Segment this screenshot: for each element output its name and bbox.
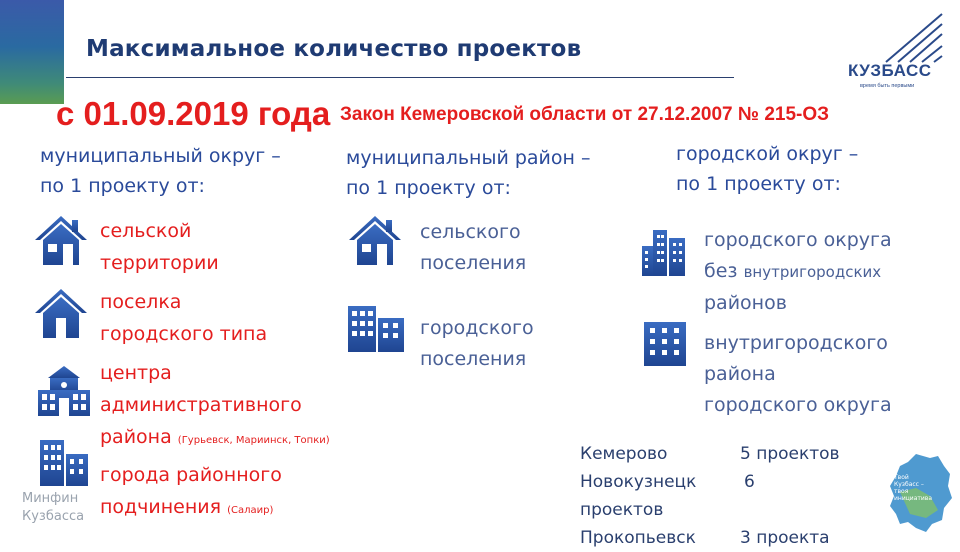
house-icon	[346, 212, 404, 268]
item-district-center: центра административного района (Гурьевск, Мариинск, Топки)	[100, 362, 330, 448]
city-projects-list	[580, 440, 880, 552]
ministry-label: Минфин Кузбасса	[22, 491, 85, 524]
map-caption: Твой Кузбасс – твоя инициатива	[894, 474, 932, 502]
logo-slogan: время быть первыми	[860, 83, 915, 89]
house-icon	[32, 212, 90, 268]
project-count: 6	[744, 472, 755, 492]
kuzbass-logo	[846, 10, 946, 92]
list-item	[580, 440, 880, 468]
public-building-icon	[36, 364, 92, 418]
law-reference: Закон Кемеровской области от 27.12.2007 № 215-ОЗ	[340, 104, 830, 125]
skyline-icon	[640, 228, 688, 276]
effective-date: с 01.09.2019 года	[56, 95, 331, 132]
project-count: 5 проектов	[740, 444, 840, 464]
city-name: Новокузнецк	[580, 472, 697, 492]
column-heading-municipal-raion: муниципальный район – по 1 проекту от:	[346, 147, 591, 199]
corner-decoration	[0, 0, 64, 104]
item-rural-settlement: сельского поселения	[420, 221, 527, 274]
city-buildings-icon	[38, 438, 90, 486]
city-name: проектов	[580, 500, 664, 520]
item-urban-settlement: городского поселения	[420, 317, 534, 370]
list-item	[580, 468, 880, 496]
item-district-town: города районного подчинения (Салаир)	[100, 464, 282, 518]
logo-name: КУЗБАСС	[848, 61, 932, 80]
note-district-town: (Салаир)	[227, 505, 274, 516]
item-intracity-district: внутригородского района городского округа	[704, 332, 892, 416]
column-heading-city-okrug: городской округ – по 1 проекту от:	[676, 143, 859, 195]
item-rural-territory: сельской территории	[100, 220, 219, 274]
note-district-centers: (Гурьевск, Мариинск, Топки)	[177, 435, 330, 446]
city-name: Кемерово	[580, 444, 668, 464]
kuzbass-map-logo	[886, 452, 954, 534]
list-item	[580, 524, 880, 552]
item-urban-type-settlement: поселка городского типа	[100, 291, 268, 345]
item-okrug-without-districts: городского округа без внутригородских районов	[704, 229, 892, 314]
page-title: Максимальное количество проектов	[86, 36, 582, 62]
city-name: Прокопьевск	[580, 528, 696, 548]
city-buildings-icon	[346, 304, 406, 352]
list-item	[580, 496, 880, 524]
office-building-icon	[642, 320, 688, 366]
house-icon	[32, 285, 90, 341]
title-divider	[66, 77, 734, 78]
column-heading-municipal-okrug: муниципальный округ – по 1 проекту от:	[40, 145, 281, 197]
project-count: 3 проекта	[740, 528, 830, 548]
